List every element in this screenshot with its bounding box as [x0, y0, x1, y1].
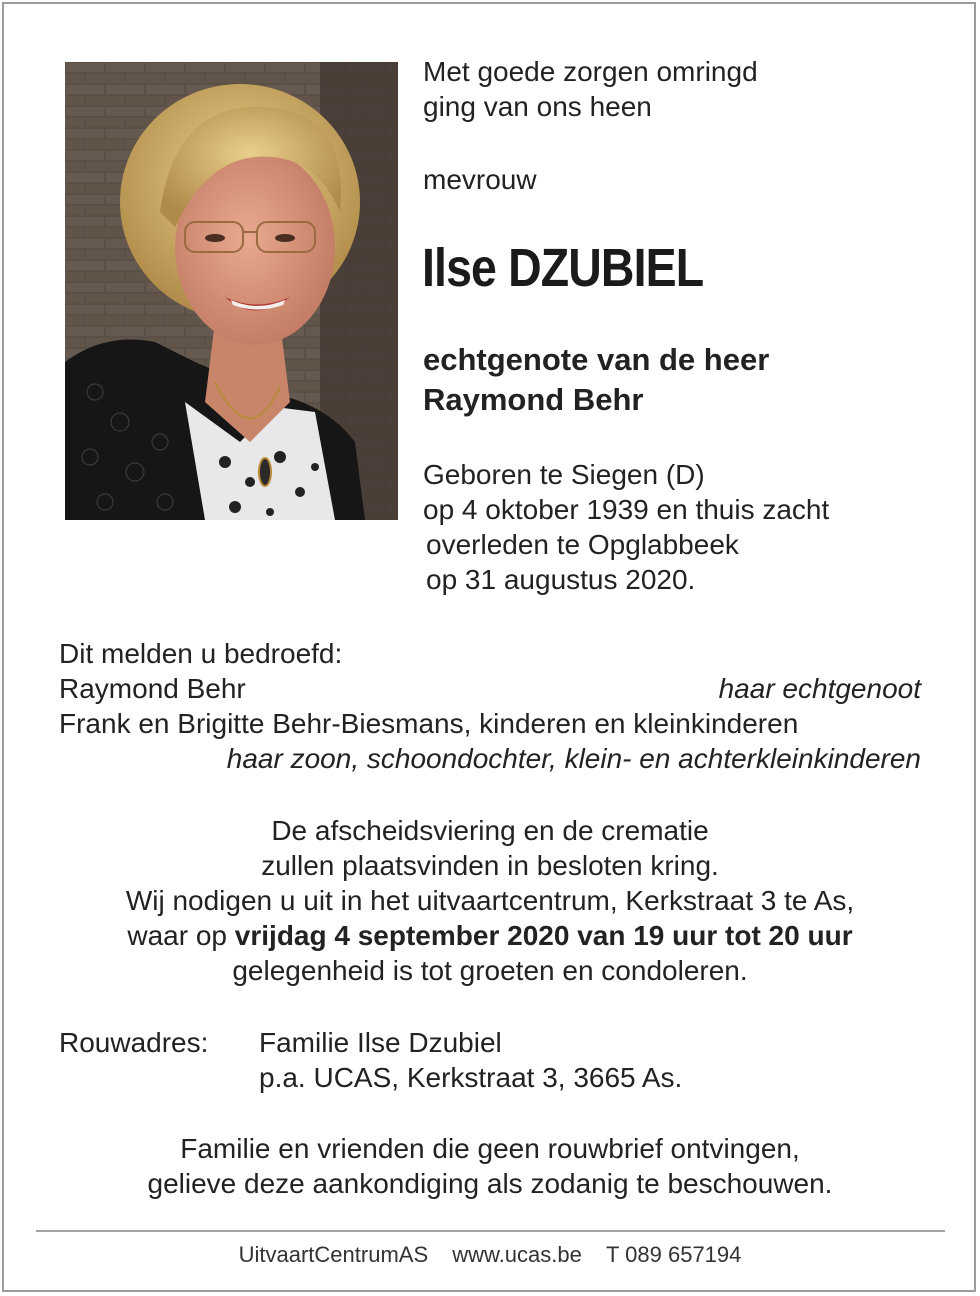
- deceased-name: Ilse DZUBIEL: [422, 238, 704, 298]
- ceremony-line: [0, 918, 980, 953]
- footer-website[interactable]: www.ucas.be: [452, 1242, 582, 1267]
- ceremony-line: Wij nodigen u uit in het uitvaartcentrum, Kerkstraat 3 te As,: [125, 885, 855, 916]
- address-label: Rouwadres:: [59, 1027, 209, 1058]
- spouse-text: [423, 340, 769, 420]
- closing-line: Familie en vrienden die geen rouwbrief ontvingen,: [180, 1133, 800, 1164]
- announcer-relation: haar echtgenoot: [718, 673, 921, 704]
- address-line: p.a. UCAS, Kerkstraat 3, 3665 As.: [259, 1062, 683, 1093]
- closing-line: gelieve deze aankondiging als zodanig te beschouwen.: [147, 1168, 833, 1199]
- announcer-name: Frank en Brigitte Behr-Biesmans, kinderen en kleinkinderen: [59, 708, 799, 739]
- intro-text: [423, 54, 758, 124]
- footer-divider: [36, 1230, 945, 1232]
- visitation-datetime: vrijdag 4 september 2020 van 19 uur tot 20 uur: [234, 920, 853, 951]
- announcer-row: [59, 706, 921, 741]
- birth-line: Geboren te Siegen (D): [423, 459, 705, 490]
- ceremony-line: De afscheidsviering en de crematie: [271, 815, 709, 846]
- announcers-section: [59, 636, 921, 776]
- birth-death-text: [423, 457, 829, 597]
- ceremony-line: zullen plaatsvinden in besloten kring.: [261, 850, 719, 881]
- death-place-line: overleden te Opglabbeek: [426, 529, 739, 560]
- footer: [0, 1240, 980, 1270]
- announcer-relation: haar zoon, schoondochter, klein- en achterkleinkinderen: [226, 743, 921, 774]
- address-line: Familie Ilse Dzubiel: [259, 1027, 502, 1058]
- footer-phone: T 089 657194: [606, 1242, 742, 1267]
- address-value: [259, 1025, 682, 1095]
- birth-date-line: op 4 oktober 1939 en thuis zacht: [423, 494, 830, 525]
- portrait-photo: [65, 62, 398, 520]
- intro-line: ging van ons heen: [423, 91, 652, 122]
- ceremony-line-prefix: waar op: [127, 920, 235, 951]
- footer-company: UitvaartCentrumAS: [238, 1242, 429, 1267]
- announcer-name: Raymond Behr: [59, 673, 246, 704]
- ceremony-text: [0, 813, 980, 988]
- death-date-line: op 31 augustus 2020.: [426, 564, 696, 595]
- spouse-name: Raymond Behr: [423, 382, 644, 417]
- spouse-line: echtgenote van de heer: [423, 342, 770, 377]
- announcers-heading: Dit melden u bedroefd:: [59, 638, 343, 669]
- intro-line: Met goede zorgen omringd: [423, 56, 758, 87]
- honorific: mevrouw: [423, 164, 537, 195]
- ceremony-line: gelegenheid is tot groeten en condoleren.: [232, 955, 748, 986]
- closing-text: [0, 1131, 980, 1201]
- announcer-row: [59, 671, 921, 706]
- announcer-row: [59, 741, 921, 776]
